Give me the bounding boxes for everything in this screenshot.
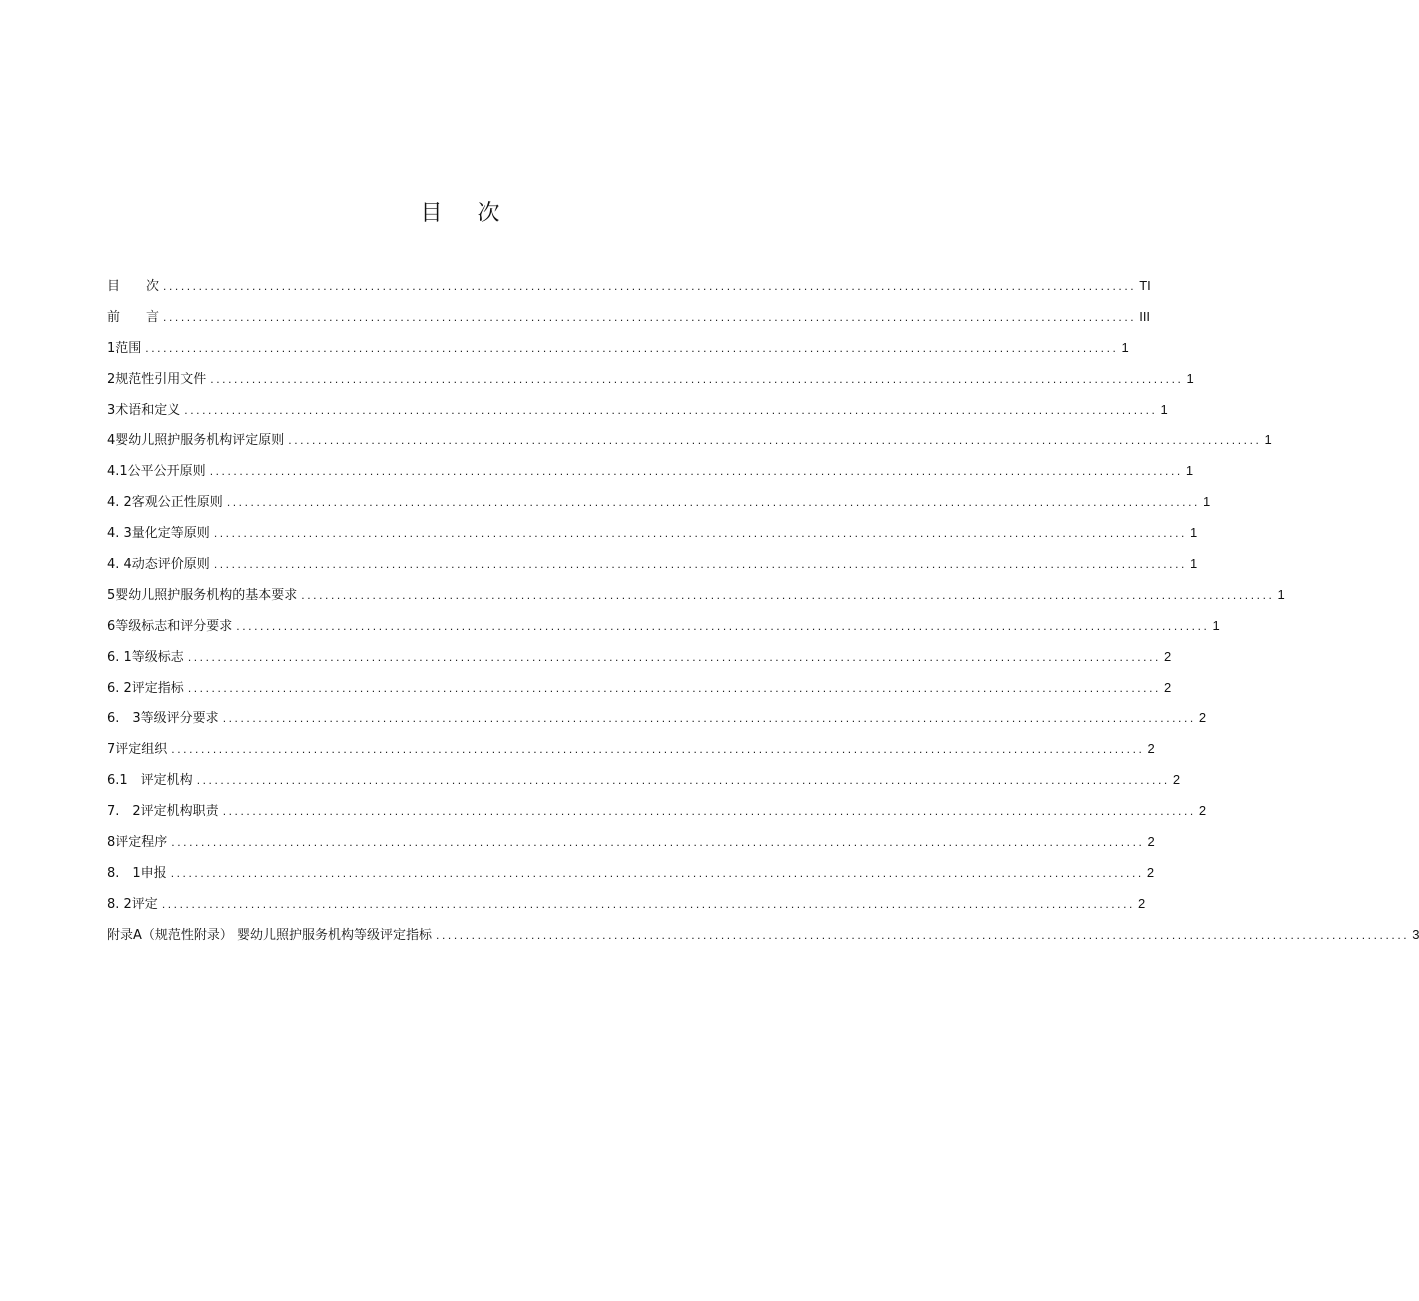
dot-leader: ....................................................................................................................................................................: [209, 464, 1183, 479]
toc-entry-label: 目 次: [107, 279, 160, 294]
toc-entry-label: 4婴幼儿照护服务机构评定原则: [107, 433, 285, 449]
toc-entry-label: 8. 2评定: [107, 896, 158, 912]
toc-entry-label: 8. 1申报: [107, 865, 167, 881]
dot-leader: ....................................................................................................................................................................: [163, 309, 1137, 324]
toc-entry-page: 1: [1185, 463, 1194, 479]
toc-entry[interactable]: [107, 338, 1129, 369]
toc-entry-label: 6. 3等级评分要求: [107, 711, 219, 727]
toc-entry-page: 1: [1277, 586, 1285, 602]
dot-leader: ....................................................................................................................................................................: [145, 340, 1119, 355]
dot-leader: ....................................................................................................................................................................: [170, 865, 1144, 880]
toc-entry-label: 附录A（规范性附录） 婴幼儿照护服务机构等级评定指标: [107, 927, 433, 943]
toc-entry-label: 7. 2评定机构职责: [107, 804, 219, 820]
toc-entry[interactable]: [107, 863, 1155, 894]
toc-entry-page: 1: [1264, 432, 1272, 448]
dot-leader: ....................................................................................................................................................................: [213, 557, 1187, 572]
toc-entry[interactable]: [107, 647, 1172, 678]
toc-entry-label: 6. 2评定指标: [107, 680, 184, 696]
dot-leader: ....................................................................................................................................................................: [210, 371, 1184, 386]
toc-entry-page: 2: [1198, 803, 1207, 819]
toc-entry-page: 1: [1203, 494, 1211, 510]
toc-entry-page: 3: [1412, 926, 1419, 942]
toc-entry[interactable]: [107, 739, 1155, 770]
toc-entry-page: 1: [1186, 370, 1194, 386]
toc-entry[interactable]: [107, 894, 1146, 925]
dot-leader: ....................................................................................................................................................................: [163, 279, 1137, 293]
toc-entry[interactable]: [107, 276, 1151, 307]
dot-leader: ....................................................................................................................................................................: [301, 587, 1275, 602]
toc-entry[interactable]: [107, 801, 1207, 832]
toc-entry-page: 1: [1160, 401, 1168, 417]
toc-entry[interactable]: [107, 585, 1285, 616]
dot-leader: ....................................................................................................................................................................: [236, 618, 1210, 633]
toc-entry-label: 6. 1等级标志: [107, 649, 184, 665]
toc-entry[interactable]: [107, 554, 1198, 585]
toc-entry-page: 2: [1198, 710, 1207, 726]
toc-entry-page: 1: [1212, 617, 1220, 633]
toc-entry-label: 6等级标志和评分要求: [107, 618, 233, 634]
dot-leader: ....................................................................................................................................................................: [213, 526, 1187, 541]
toc-entry[interactable]: [107, 616, 1220, 647]
toc-entry[interactable]: [107, 832, 1155, 863]
toc-entry-label: 5婴幼儿照护服务机构的基本要求: [107, 587, 298, 603]
toc-entry-page: 2: [1164, 679, 1172, 695]
dot-leader: ....................................................................................................................................................................: [196, 773, 1170, 788]
toc-entry[interactable]: [107, 461, 1194, 492]
dot-leader: ....................................................................................................................................................................: [222, 804, 1196, 819]
toc-entry[interactable]: [107, 678, 1172, 709]
toc-entry-page: 2: [1172, 772, 1181, 788]
dot-leader: ....................................................................................................................................................................: [161, 896, 1135, 911]
toc-entry-page: 2: [1147, 834, 1155, 850]
toc-entry-page: 2: [1138, 895, 1146, 911]
toc-entry-label: 7评定组织: [107, 742, 168, 758]
toc-entry-label: 4. 2客观公正性原则: [107, 495, 223, 511]
dot-leader: ....................................................................................................................................................................: [288, 433, 1262, 448]
toc-entry-label: 8评定程序: [107, 835, 168, 851]
toc-entry[interactable]: [107, 708, 1207, 739]
dot-leader: ....................................................................................................................................................................: [222, 711, 1196, 726]
toc-entry-page: 1: [1190, 525, 1198, 541]
dot-leader: ....................................................................................................................................................................: [187, 680, 1161, 695]
toc-entry-label: 6.1 评定机构: [107, 773, 193, 789]
toc-entry[interactable]: [107, 307, 1151, 338]
table-of-contents: [107, 276, 1419, 956]
toc-entry-label: 3术语和定义: [107, 402, 181, 418]
toc-entry-page: 2: [1146, 864, 1155, 880]
page-title: 目 次: [420, 201, 514, 226]
dot-leader: ....................................................................................................................................................................: [226, 495, 1200, 510]
toc-entry[interactable]: [107, 430, 1272, 461]
toc-entry-page: III: [1139, 308, 1151, 324]
toc-entry-page: 1: [1121, 339, 1129, 355]
toc-entry-label: 1范围: [107, 340, 142, 356]
dot-leader: ....................................................................................................................................................................: [184, 402, 1158, 417]
toc-entry-page: 2: [1147, 741, 1155, 757]
toc-entry-page: 2: [1164, 648, 1172, 664]
dot-leader: ....................................................................................................................................................................: [171, 835, 1145, 850]
toc-entry[interactable]: [107, 400, 1168, 431]
toc-entry-page: 1: [1190, 556, 1198, 572]
toc-entry[interactable]: [107, 770, 1181, 801]
toc-entry-label: 2规范性引用文件: [107, 371, 207, 387]
toc-entry-label: 4.1公平公开原则: [107, 464, 206, 480]
toc-entry-page: TI: [1139, 278, 1151, 293]
toc-entry-label: 前 言: [107, 309, 160, 325]
dot-leader: ....................................................................................................................................................................: [436, 927, 1410, 942]
dot-leader: ....................................................................................................................................................................: [187, 649, 1161, 664]
toc-entry[interactable]: [107, 369, 1194, 400]
toc-entry[interactable]: [107, 492, 1211, 523]
toc-entry[interactable]: [107, 523, 1198, 554]
dot-leader: ....................................................................................................................................................................: [171, 742, 1145, 757]
toc-entry[interactable]: [107, 925, 1419, 956]
toc-entry-label: 4. 4动态评价原则: [107, 557, 210, 573]
toc-entry-label: 4. 3量化定等原则: [107, 526, 210, 542]
